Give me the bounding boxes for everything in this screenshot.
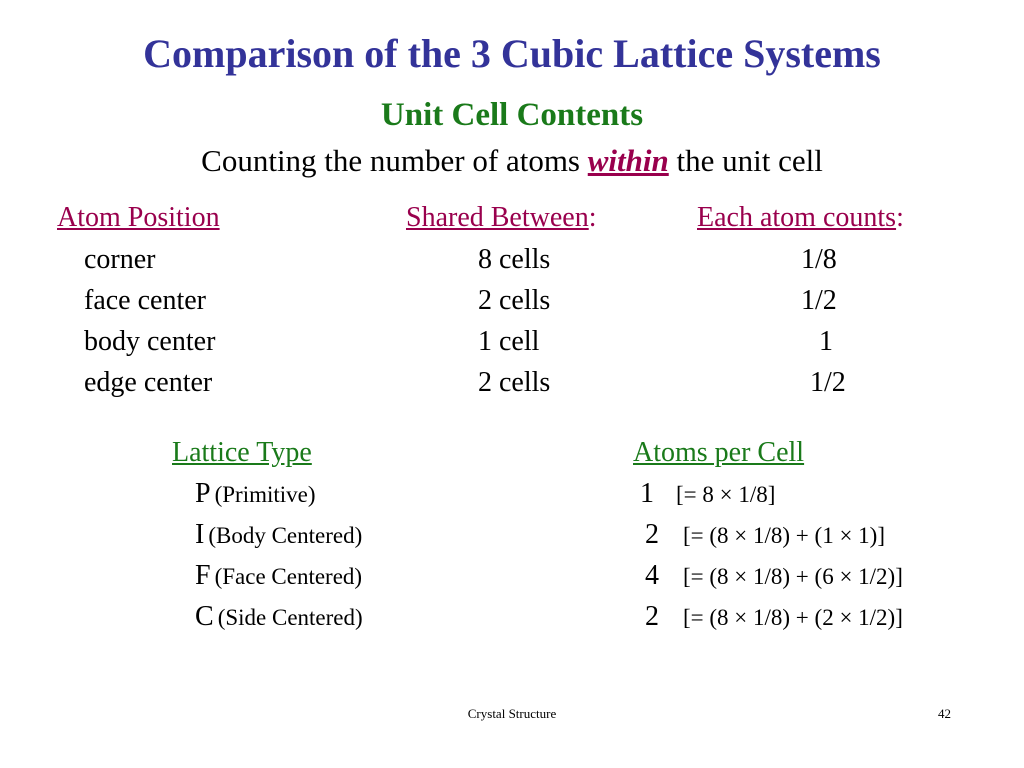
lattice-letter: C [195,601,214,632]
lattice-primitive [195,478,316,510]
header-shared-between [406,202,597,234]
lattice-letter: I [195,519,205,550]
counts-corner: 1/8 [801,244,837,275]
page-number: 42 [938,706,951,721]
header-counts-label: Each atom counts [697,202,897,233]
atoms-count: 2 [645,601,659,632]
header-shared-colon: : [588,202,597,233]
atoms-face-centered [645,560,903,592]
shared-edge-center: 2 cells [478,367,551,398]
shared-corner: 8 cells [478,244,551,275]
atom-position-face-center: face center [84,285,206,316]
counts-body-center: 1 [819,326,833,357]
slide-title: Comparison of the 3 Cubic Lattice Systems [143,31,881,76]
shared-body-center: 1 cell [478,326,540,357]
lattice-body-centered [195,519,362,551]
atoms-count: 2 [645,519,659,550]
atom-position-corner: corner [84,244,156,275]
header-atoms-per-cell: Atoms per Cell [633,437,805,468]
header-lattice-type: Lattice Type [172,437,312,468]
lattice-face-centered [195,560,362,592]
shared-face-center: 2 cells [478,285,551,316]
atoms-formula: [= 8 × 1/8] [676,482,776,507]
lattice-name: (Face Centered) [214,564,363,589]
header-shared-label: Shared Between [406,202,589,233]
description-emphasis: within [587,143,669,178]
lattice-letter: F [195,560,211,591]
counts-edge-center: 1/2 [810,367,846,398]
lattice-name: (Body Centered) [208,523,363,548]
slide-subtitle: Unit Cell Contents [380,97,644,133]
description-after: the unit cell [668,143,823,178]
atoms-primitive [640,478,775,510]
header-atom-position: Atom Position [57,202,220,233]
lattice-name: (Side Centered) [217,605,363,630]
counts-face-center: 1/2 [801,285,837,316]
lattice-letter: P [195,478,211,509]
header-counts-colon: : [896,202,904,233]
atom-position-body-center: body center [84,326,216,357]
description-before: Counting the number of atoms [201,143,588,178]
slide-description [0,143,1024,179]
atoms-formula: [= (8 × 1/8) + (1 × 1)] [683,523,885,548]
lattice-side-centered [195,601,363,633]
lattice-name: (Primitive) [214,482,316,507]
atoms-count: 1 [640,478,654,509]
header-each-atom-counts [697,202,904,234]
atoms-side-centered [645,601,903,633]
atom-position-edge-center: edge center [84,367,213,398]
footer-title: Crystal Structure [467,706,557,721]
atoms-formula: [= (8 × 1/8) + (6 × 1/2)] [683,564,903,589]
atoms-formula: [= (8 × 1/8) + (2 × 1/2)] [683,605,903,630]
atoms-body-centered [645,519,885,551]
atoms-count: 4 [645,560,659,591]
